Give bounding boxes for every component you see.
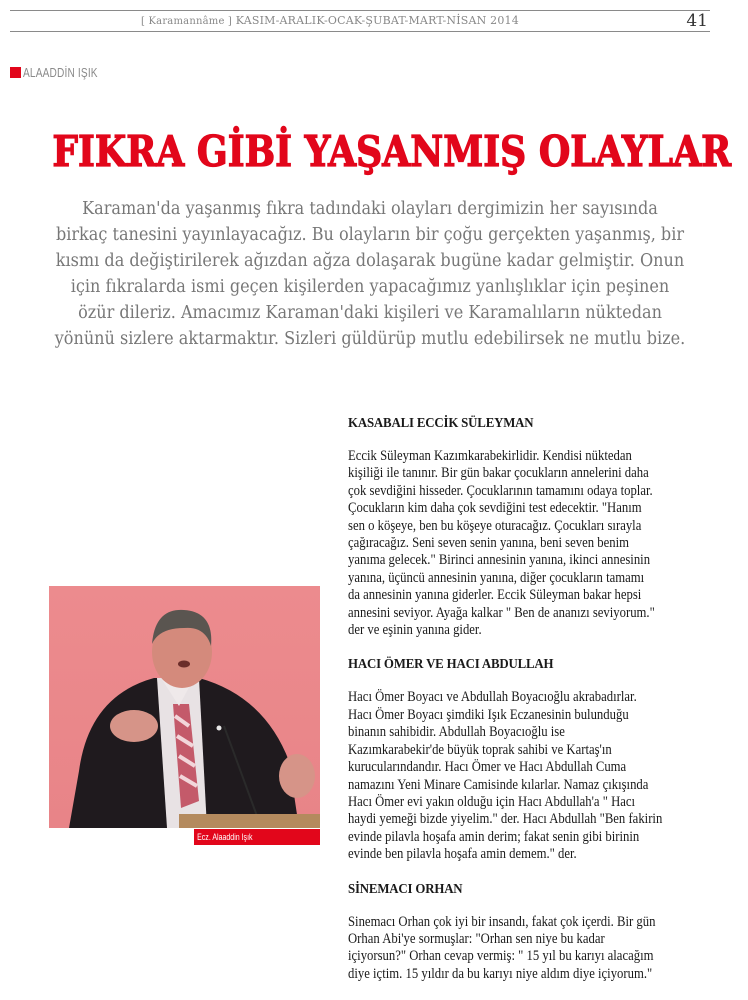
intro-line: kısmı da değiştirilerek ağızdan ağza dolaşarak bugüne kadar gelmiştir. Onun: [55, 251, 685, 271]
story-title: KASABALI ECCİK SÜLEYMAN: [348, 416, 534, 431]
header-top-rule: [10, 10, 710, 11]
story-body: [348, 448, 718, 639]
intro-paragraph: [45, 196, 696, 352]
story-line: Çocukların kim daha çok sevdiğini test edecektir. "Hanım: [348, 500, 642, 517]
story-line: Orhan Abi'ye sormuşlar: "Orhan sen niye bu kadar: [348, 930, 605, 947]
story-line: binanın sahibidir. Abdullah Boyacıoğlu ise: [348, 724, 565, 741]
intro-line: Karaman'da yaşanmış fıkra tadındaki olayları dergimizin her sayısında: [82, 199, 658, 219]
story-body: [348, 689, 718, 863]
running-head: [10, 12, 650, 31]
story-line: Sinemacı Orhan çok iyi bir insandı, fakat çok içerdi. Bir gün: [348, 913, 656, 930]
intro-line: için fıkralarda ismi geçen kişilerden yapacağımız yanlışlıklar için peşinen: [70, 277, 670, 297]
story-title: SİNEMACI ORHAN: [348, 881, 463, 897]
page-title: FIKRA GİBİ YAŞANMIŞ OLAYLAR: [52, 127, 732, 176]
story-line: Hacı Ömer evi yakın olduğu için Hacı Abdullah'a " Hacı: [348, 793, 636, 810]
story-line: kurucularındandır. Hacı Ömer ve Hacı Abdullah Cuma: [348, 759, 627, 776]
story-line: Kazımkarabekir'de büyük toprak sahibi ve Kartaş'ın: [348, 741, 612, 758]
article-column: [348, 415, 718, 1000]
page-number: 41: [686, 11, 708, 31]
story-line: yanına, üçüncü annesinin yanına, diğer çocukların tamamı: [348, 569, 645, 586]
story-section: [348, 656, 718, 863]
story-line: da annesinin yanına giderler. Eccik Süleyman bakar hepsi: [348, 587, 642, 604]
story-body: [348, 914, 718, 984]
story-line: namazını Yeni Minare Camisinde kılarlar. Namaz çıkışında: [348, 776, 649, 793]
issue-label: KASIM-ARALIK-OCAK-ŞUBAT-MART-NİSAN 2014: [235, 14, 519, 27]
intro-line: birkaç tanesini yayınlayacağız. Bu olayların bir çoğu gerçekten yaşanmış, bir: [55, 225, 685, 245]
author-name: ALAADDİN IŞIK: [23, 65, 98, 80]
story-line: Hacı Ömer Boyacı şimdiki Işık Eczanesinin bulunduğu: [348, 706, 629, 723]
story-title: HACI ÖMER VE HACI ABDULLAH: [348, 657, 554, 673]
story-line: haydi yemeği bizde yiyelim." der. Hacı Abdullah "Ben fakirin: [348, 811, 663, 828]
story-line: der ve eşinin yanına gider.: [348, 622, 482, 639]
story-section: [348, 881, 718, 984]
story-line: diye içtim. 15 yıldır da bu karıyı niye aldım diye içiyorum.": [348, 965, 653, 982]
story-section: [348, 415, 718, 639]
story-line: yanıma gelecek." Birinci annesinin yanına, ikinci annesinin: [348, 552, 651, 569]
story-line: sen o köşeye, ben bu köşeye oturacağız. Çocukları sırayla: [348, 517, 642, 534]
story-line: annesini seviyor. Ayağa kalkar " Ben de ananızı seviyorum.": [348, 604, 655, 621]
story-line: içiyorsun?" Orhan cevap vermiş: " 15 yıl bu karıyı alacağım: [348, 948, 654, 965]
story-line: evinde ben pilavla hoşafa amin demem." der.: [348, 846, 577, 863]
story-line: çok sevdiğini hisseder. Çocuklarının tamamını odaya toplar.: [348, 482, 653, 499]
story-line: Eccik Süleyman Kazımkarabekirlidir. Kendisi nüktedan: [348, 448, 632, 464]
author-tag: [10, 65, 119, 80]
story-line: kişiliği ile tanınır. Bir gün bakar çocukların annelerini daha: [348, 465, 649, 482]
magazine-name: [ Karamannâme ]: [141, 16, 233, 27]
intro-line: özür dileriz. Amacımız Karaman'daki kişileri ve Karamalıların nüktedan: [78, 303, 662, 323]
story-line: çağıracağız. Seni seven senin yanına, beni seven benim: [348, 535, 629, 552]
photo-caption-text: Ecz. Alaaddin Işık: [197, 832, 253, 842]
speaker-photo: [49, 586, 320, 828]
intro-line: yönünü sizlere aktarmaktır. Sizleri güldürüp mutlu edebilirsek ne mutlu bize.: [54, 329, 686, 349]
photo-caption: [194, 829, 320, 845]
red-square-icon: [10, 67, 21, 78]
story-line: evinde pilavla hoşafa amin derim; fakat senin gibi birinin: [348, 828, 640, 845]
header-bottom-rule: [10, 31, 710, 32]
story-line: Hacı Ömer Boyacı ve Abdullah Boyacıoğlu akrabadırlar.: [348, 689, 637, 706]
